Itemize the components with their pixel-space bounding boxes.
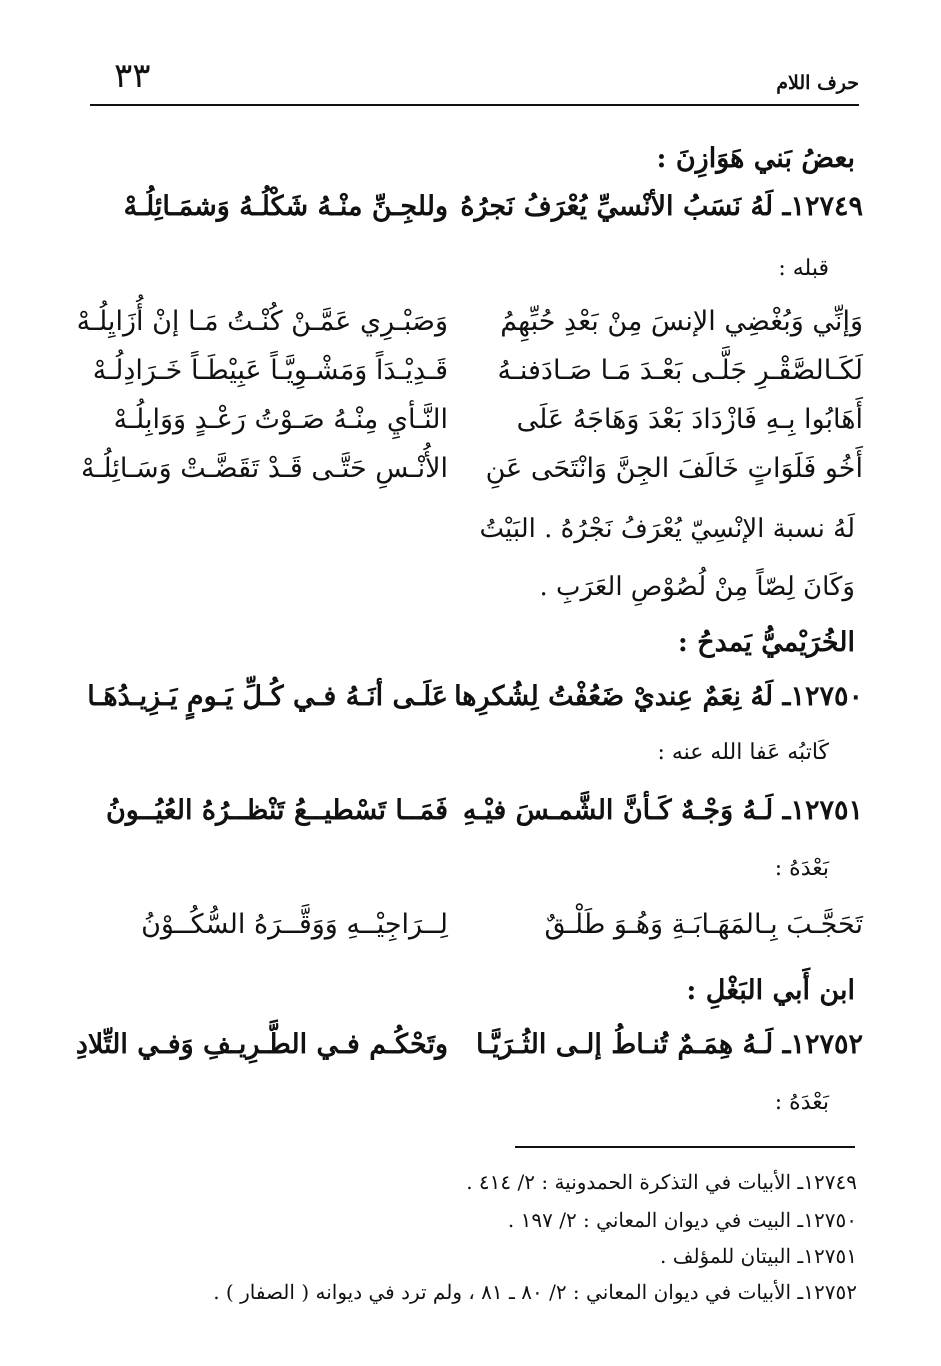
footnote-12750: ١٢٧٥٠ـ البيت في ديوان المعاني : ٢/ ١٩٧ . (507, 1208, 857, 1232)
footnote-12752: ١٢٧٥٢ـ الأبيات في ديوان المعاني : ٢/ ٨٠ ـ ٨١ ، ولم ترد في ديوانه ( الصفار ) . (213, 1280, 857, 1304)
before-it-note: قبله : (778, 256, 829, 281)
section-title: حرف اللام (776, 72, 859, 94)
verse-pre2-left: قَـدِيْـدَاً وَمَشْـوِيَّـاً عَبِيْطَـاً خَـرَادِلُـهْ (92, 355, 448, 386)
verse-pre1-left: وَصَبْـرِي عَمَّـنْ كُنْـتُ مَـا إنْ أُزَايِلُـهْ (76, 306, 448, 337)
verse-12752-first-hemistich: ١٢٧٥٢ـ لَـهُ هِمَـمٌ تُنـاطُ إلـى الثُـرَيَّـا (475, 1029, 863, 1060)
author-intro: كَاتبُه عَفا الله عنه : (657, 740, 829, 765)
poet-intro-khuraymi: الخُرَيْميُّ يَمدحُ : (677, 627, 855, 658)
verse-pre4-right: أَخُو فَلَوَاتٍ خَالَفَ الجِنَّ وَانْتَحَى عَنِ (485, 453, 863, 484)
verse-12750-first-hemistich: ١٢٧٥٠ـ لَهُ نِعَمٌ عِنديْ ضَعُفْتُ لِشُكرِها (454, 681, 863, 712)
verse-12751-first-hemistich: ١٢٧٥١ـ لَـهُ وَجْـهٌ كَـأنَّ الشَّمـسَ فيْـهِ (462, 795, 863, 826)
verse-pre1-right: وَإنِّي وَبُغْضِي الإنسَ مِنْ بَعْدِ حُبِّهِمُ (500, 306, 863, 337)
poet-intro-ibn-abi-albaghl: ابن أَبي البَغْلِ : (686, 975, 855, 1006)
verse-12751-second-hemistich: فَمَــا تَسْطيــعُ تَنْظــرُهُ العُيُــونُ (105, 795, 448, 826)
prose-line-1: لَهُ نسبة الإنْسِيّ يُعْرَفُ نَجْرُهُ . البَيْتُ (479, 514, 855, 544)
verse-post12751-right: تَحَجَّـبَ بِـالمَهَـابَـةِ وَهُـوَ طَلْـقٌ (544, 909, 863, 940)
verse-post12751-left: لِــرَاجِيْــهِ وَوَقَّــرَهُ السُّكُــوْنُ (141, 909, 448, 940)
verse-12750-second-hemistich: عَلَـى أنَـهُ فـي كُـلِّ يَـومٍ يَـزِيـدُهَـا (87, 681, 448, 712)
prose-line-2: وَكَانَ لِصّاً مِنْ لُصُوْصِ العَرَبِ . (539, 572, 855, 602)
page-number: ٣٣ (114, 56, 151, 96)
page-header (90, 52, 859, 106)
verse-pre2-right: لَكَـالصَّقْـرِ جَلَّـى بَعْـدَ مَـا صَـادَفنـهُ (497, 355, 863, 386)
footnote-divider (515, 1146, 855, 1148)
verse-pre3-left: النَّـأيِ مِنْـهُ صَـوْتُ رَعْـدٍ وَوَابِلُـهْ (113, 404, 448, 435)
footnote-12751: ١٢٧٥١ـ البيتان للمؤلف . (660, 1244, 857, 1268)
poet-intro-hawazin: بعضُ بَني هَوَازِنَ : (656, 143, 855, 174)
after-it-note-1: بَعْدَهُ : (774, 856, 829, 881)
after-it-note-2: بَعْدَهُ : (774, 1090, 829, 1115)
verse-pre4-left: الأُنْـسِ حَتَّـى قَـدْ تَقَضَّـتْ وَسَـائِلُـهْ (81, 453, 448, 484)
verse-pre3-right: أَهَابُوا بِـهِ فَازْدَادَ بَعْدَ وَهَاجَهُ عَلَى (516, 404, 863, 435)
footnote-12749: ١٢٧٤٩ـ الأبيات في التذكرة الحمدونية : ٢/ ٤١٤ . (466, 1170, 857, 1194)
verse-12749-second-hemistich: وللجِـنِّ منْـهُ شَكْلُـهُ وَشمَـائِلُـهْ (123, 191, 448, 222)
verse-12752-second-hemistich: وتَحْكُـم فـي الطَّـرِيـفِ وَفـي التِّلادِ (75, 1029, 448, 1060)
verse-12749-first-hemistich: ١٢٧٤٩ـ لَهُ نَسَبُ الأنْسيِّ يُعْرَفُ نَجرُهُ (460, 191, 863, 222)
